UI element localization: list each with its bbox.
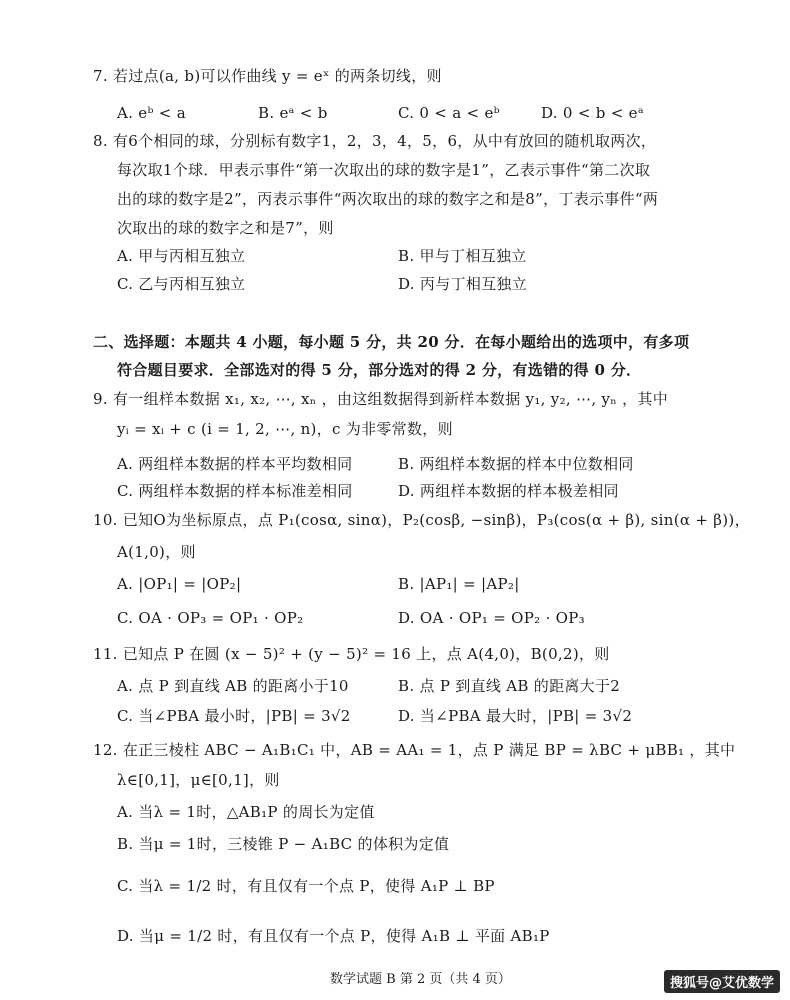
q9-stem-line2: yᵢ = xᵢ + c (i = 1, 2, ⋯, n)，c 为非零常数，则 [117,420,453,438]
q7-option-c: C. 0 < a < eᵇ [398,104,500,122]
q8-stem-line2: 每次取1个球．甲表示事件“第一次取出的球的数字是1”，乙表示事件“第二次取 [117,161,651,179]
q7-option-b: B. eᵃ < b [258,104,328,122]
q7-stem: 7. 若过点(a, b)可以作曲线 y = eˣ 的两条切线，则 [93,67,442,85]
q10-option-a: A. |OP₁| = |OP₂| [117,575,242,593]
q12-option-d: D. 当μ = 1/2 时，有且仅有一个点 P，使得 A₁B ⊥ 平面 AB₁P [117,927,550,945]
q10-option-d: D. OA · OP₁ = OP₂ · OP₃ [398,609,585,627]
q8-stem-line4: 次取出的球的数字之和是7”，则 [117,219,334,237]
q8-stem-line1: 8. 有6个相同的球，分别标有数字1，2，3，4，5，6，从中有放回的随机取两次， [93,132,657,150]
page-footer: 数学试题 B 第 2 页（共 4 页） [330,972,511,987]
q10-option-b: B. |AP₁| = |AP₂| [398,575,520,593]
q10-option-c: C. OA · OP₃ = OP₁ · OP₂ [117,609,304,627]
q7-option-d: D. 0 < b < eᵃ [541,104,644,122]
q11-option-d: D. 当∠PBA 最大时，|PB| = 3√2 [398,707,633,725]
q11-option-c: C. 当∠PBA 最小时，|PB| = 3√2 [117,707,351,725]
section-2-heading-line2: 符合题目要求．全部选对的得 5 分，部分选对的得 2 分，有选错的得 0 分． [117,361,642,379]
q11-option-b: B. 点 P 到直线 AB 的距离大于2 [398,677,621,695]
q8-option-a: A. 甲与丙相互独立 [117,247,246,265]
q9-option-d: D. 两组样本数据的样本极差相同 [398,482,619,500]
q9-option-c: C. 两组样本数据的样本标准差相同 [117,482,353,500]
q8-option-d: D. 丙与丁相互独立 [398,275,528,293]
section-2-heading-line1: 二、选择题：本题共 4 小题，每小题 5 分，共 20 分．在每小题给出的选项中，有多项 [93,333,690,351]
q12-option-a: A. 当λ = 1时，△AB₁P 的周长为定值 [117,803,375,821]
q12-stem-line1: 12. 在正三棱柱 ABC − A₁B₁C₁ 中，AB = AA₁ = 1，点 P 满足 BP = λBC + μBB₁ ，其中 [93,741,736,759]
q11-stem: 11. 已知点 P 在圆 (x − 5)² + (y − 5)² = 16 上，点 A(4,0)，B(0,2)，则 [93,645,610,663]
q12-option-b: B. 当μ = 1时，三棱锥 P − A₁BC 的体积为定值 [117,835,450,853]
q8-stem-line3: 出的球的数字是2”，丙表示事件“两次取出的球的数字之和是8”，丁表示事件“两 [117,190,659,208]
q12-stem-line2: λ∈[0,1]，μ∈[0,1]，则 [117,771,280,789]
watermark: 搜狐号@艾优数学 [664,970,780,993]
q10-stem-line2: A(1,0)，则 [117,543,196,561]
q11-option-a: A. 点 P 到直线 AB 的距离小于10 [117,677,349,695]
q8-option-c: C. 乙与丙相互独立 [117,275,246,293]
q12-option-c: C. 当λ = 1/2 时，有且仅有一个点 P，使得 A₁P ⊥ BP [117,877,495,895]
q9-stem-line1: 9. 有一组样本数据 x₁, x₂, ⋯, xₙ ，由这组数据得到新样本数据 y₁, y₂, ⋯, yₙ ，其中 [93,390,669,408]
q8-option-b: B. 甲与丁相互独立 [398,247,527,265]
q7-option-a: A. eᵇ < a [117,104,186,122]
q9-option-b: B. 两组样本数据的样本中位数相同 [398,455,634,473]
q10-stem-line1: 10. 已知O为坐标原点，点 P₁(cosα, sinα)，P₂(cosβ, −sinβ)，P₃(cos(α + β), sin(α + β))， [93,511,750,529]
q9-option-a: A. 两组样本数据的样本平均数相同 [117,455,353,473]
